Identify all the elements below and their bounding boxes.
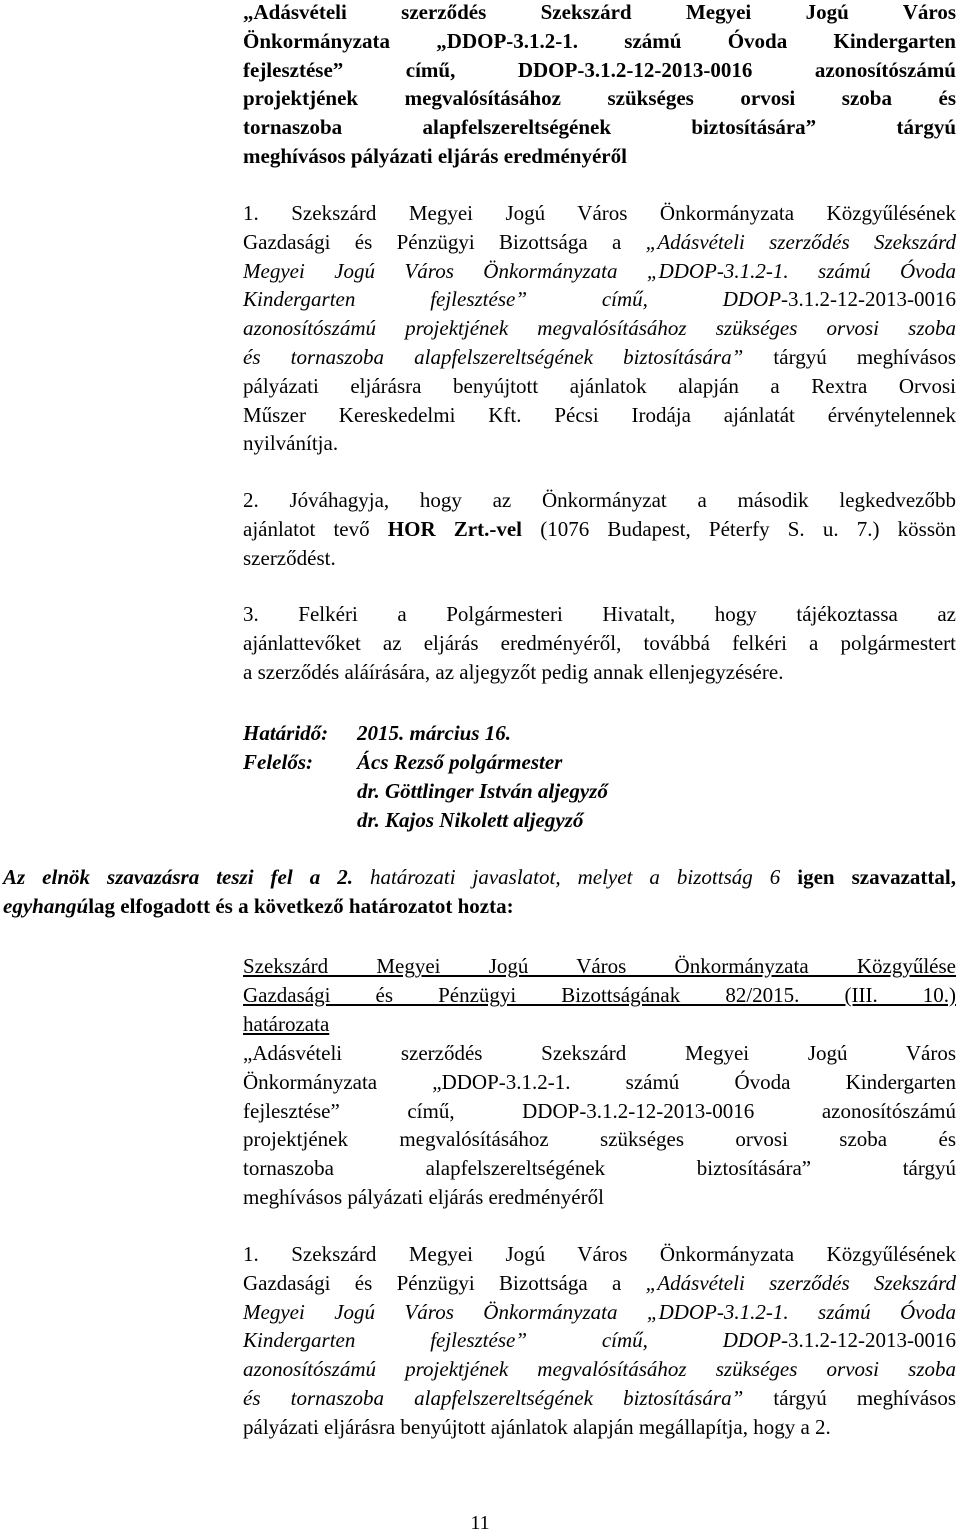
paragraph-line [243,1384,956,1413]
point-1-first [243,199,956,458]
paragraph-line: 1. Szekszárd Megyei Jogú Város Önkormányzata Közgyűlésének [243,1242,956,1266]
paragraph-line [3,892,956,921]
title-line: „Adásvételi szerződés Szekszárd Megyei Jogú Város [243,1041,956,1065]
point-2 [243,486,956,572]
text-run: ajánlatot tevő [243,516,388,541]
title-line: projektjének megvalósításához szükséges orvosi szoba és [243,1127,956,1152]
resolution-header [243,952,956,1038]
title-line: tornaszoba alapfelszereltségének biztosítására” tárgyú [243,1156,956,1181]
top-title [243,0,956,171]
text-run: 3.1.2-12-2013-0016 [788,1328,956,1353]
text-run-italic: Kindergarten fejlesztése” című, DDOP- [243,1328,789,1353]
text-run: Gazdasági és Pénzügyi Bizottsága a [243,229,646,254]
text-run-italic: Az elnök szavazásra teszi fel a 2. [3,865,370,889]
point-3 [243,600,956,686]
text-run: tárgyú meghívásos [743,344,956,369]
text-run-italic: egyhangú [3,893,89,918]
text-run-italic: „Adásvételi szerződés Szekszárd [645,229,956,254]
responsible-name: Ács Rezső polgármester [357,750,563,774]
top-title-line: Önkormányzata „DDOP-3.1.2-1. számú Óvoda Kindergarten [243,28,956,53]
paragraph-line: pályázati eljárásra benyújtott ajánlatok alapján a Rextra Orvosi [243,373,956,398]
paragraph-line [3,863,956,892]
top-title-line: „Adásvételi szerződés Szekszárd Megyei Jogú Város [243,0,956,24]
paragraph-line: pályázati eljárásra benyújtott ajánlatok alapján megállapítja, hogy a 2. [243,1414,831,1439]
text-run: hozta: [452,893,514,918]
header-line: Gazdasági és Pénzügyi Bizottságának 82/2015. (III. 10.) [243,982,956,1007]
paragraph-line: nyilvánítja. [243,431,339,456]
paragraph-line: Műszer Kereskedelmi Kft. Pécsi Irodája ajánlatát érvénytelennek [243,402,956,427]
company-name: HOR Zrt.-vel [387,516,523,541]
responsible-name: dr. Göttlinger István aljegyző [357,779,608,803]
top-title-line: meghívásos pályázati eljárás eredményéről [243,143,627,168]
paragraph-line [243,285,956,314]
text-run-italic: és tornaszoba alapfelszereltségének biztosítására” [243,1385,744,1410]
paragraph-line: a szerződés aláírására, az aljegyzőt pedig annak ellenjegyzésére. [243,659,784,684]
point-1-second [243,1240,956,1442]
paragraph-line [243,1326,956,1355]
text-run: lag elfogadott és a következő határozatot [88,893,453,918]
deadline-label: Határidő: [243,721,329,745]
title-line: fejlesztése” című, DDOP-3.1.2-12-2013-0016 azonosítószámú [243,1098,956,1123]
paragraph-line: 2. Jóváhagyja, hogy az Önkormányzat a második legkedvezőbb [243,488,956,512]
text-run-italic: „Adásvételi szerződés Szekszárd [645,1270,956,1295]
text-run-italic: és tornaszoba alapfelszereltségének biztosítására” [243,344,744,369]
paragraph-line [243,1269,956,1298]
paragraph-line [243,515,956,544]
text-run: igen szavazattal, [780,865,956,889]
paragraph-line: azonosítószámú projektjének megvalósításához szükséges orvosi szoba [243,1357,956,1382]
deadline-value: 2015. március 16. [357,721,512,745]
page-number: 11 [470,1512,490,1534]
text-run-italic: határozati javaslatot, melyet a bizottság 6 [369,865,781,889]
paragraph-line [243,343,956,372]
paragraph-line: szerződést. [243,545,336,570]
text-run-italic: Kindergarten fejlesztése” című, DDOP- [243,287,789,312]
paragraph-line: 3. Felkéri a Polgármesteri Hivatalt, hogy tájékoztassa az [243,602,956,626]
text-run: tárgyú meghívásos [743,1385,956,1410]
paragraph-line: ajánlattevőket az eljárás eredményéről, továbbá felkéri a polgármestert [243,630,956,655]
header-line: Szekszárd Megyei Jogú Város Önkormányzata Közgyűlése [243,954,956,978]
title-line: meghívásos pályázati eljárás eredményéről [243,1184,604,1209]
text-run: (1076 Budapest, Péterfy S. u. 7.) kössön [522,516,956,541]
top-title-line: tornaszoba alapfelszereltségének biztosítására” tárgyú [243,115,956,140]
paragraph-line: azonosítószámú projektjének megvalósításához szükséges orvosi szoba [243,316,956,341]
top-title-line: fejlesztése” című, DDOP-3.1.2-12-2013-0016 azonosítószámú [243,57,956,82]
text-run: Gazdasági és Pénzügyi Bizottsága a [243,1270,646,1295]
paragraph-line: Megyei Jogú Város Önkormányzata „DDOP-3.1.2-1. számú Óvoda [243,1299,956,1324]
responsible-label: Felelős: [243,750,313,774]
header-line: határozata [243,1011,330,1036]
paragraph-line: Megyei Jogú Város Önkormányzata „DDOP-3.1.2-1. számú Óvoda [243,258,956,283]
paragraph-line [243,228,956,257]
responsible-name: dr. Kajos Nikolett aljegyző [357,808,584,832]
text-run: 3.1.2-12-2013-0016 [788,287,956,312]
top-title-line: projektjének megvalósításához szükséges orvosi szoba és [243,86,956,111]
paragraph-line: 1. Szekszárd Megyei Jogú Város Önkormányzata Közgyűlésének [243,201,956,225]
vote-note [3,863,956,921]
title-line: Önkormányzata „DDOP-3.1.2-1. számú Óvoda Kindergarten [243,1069,956,1094]
resolution-title [243,1039,956,1212]
